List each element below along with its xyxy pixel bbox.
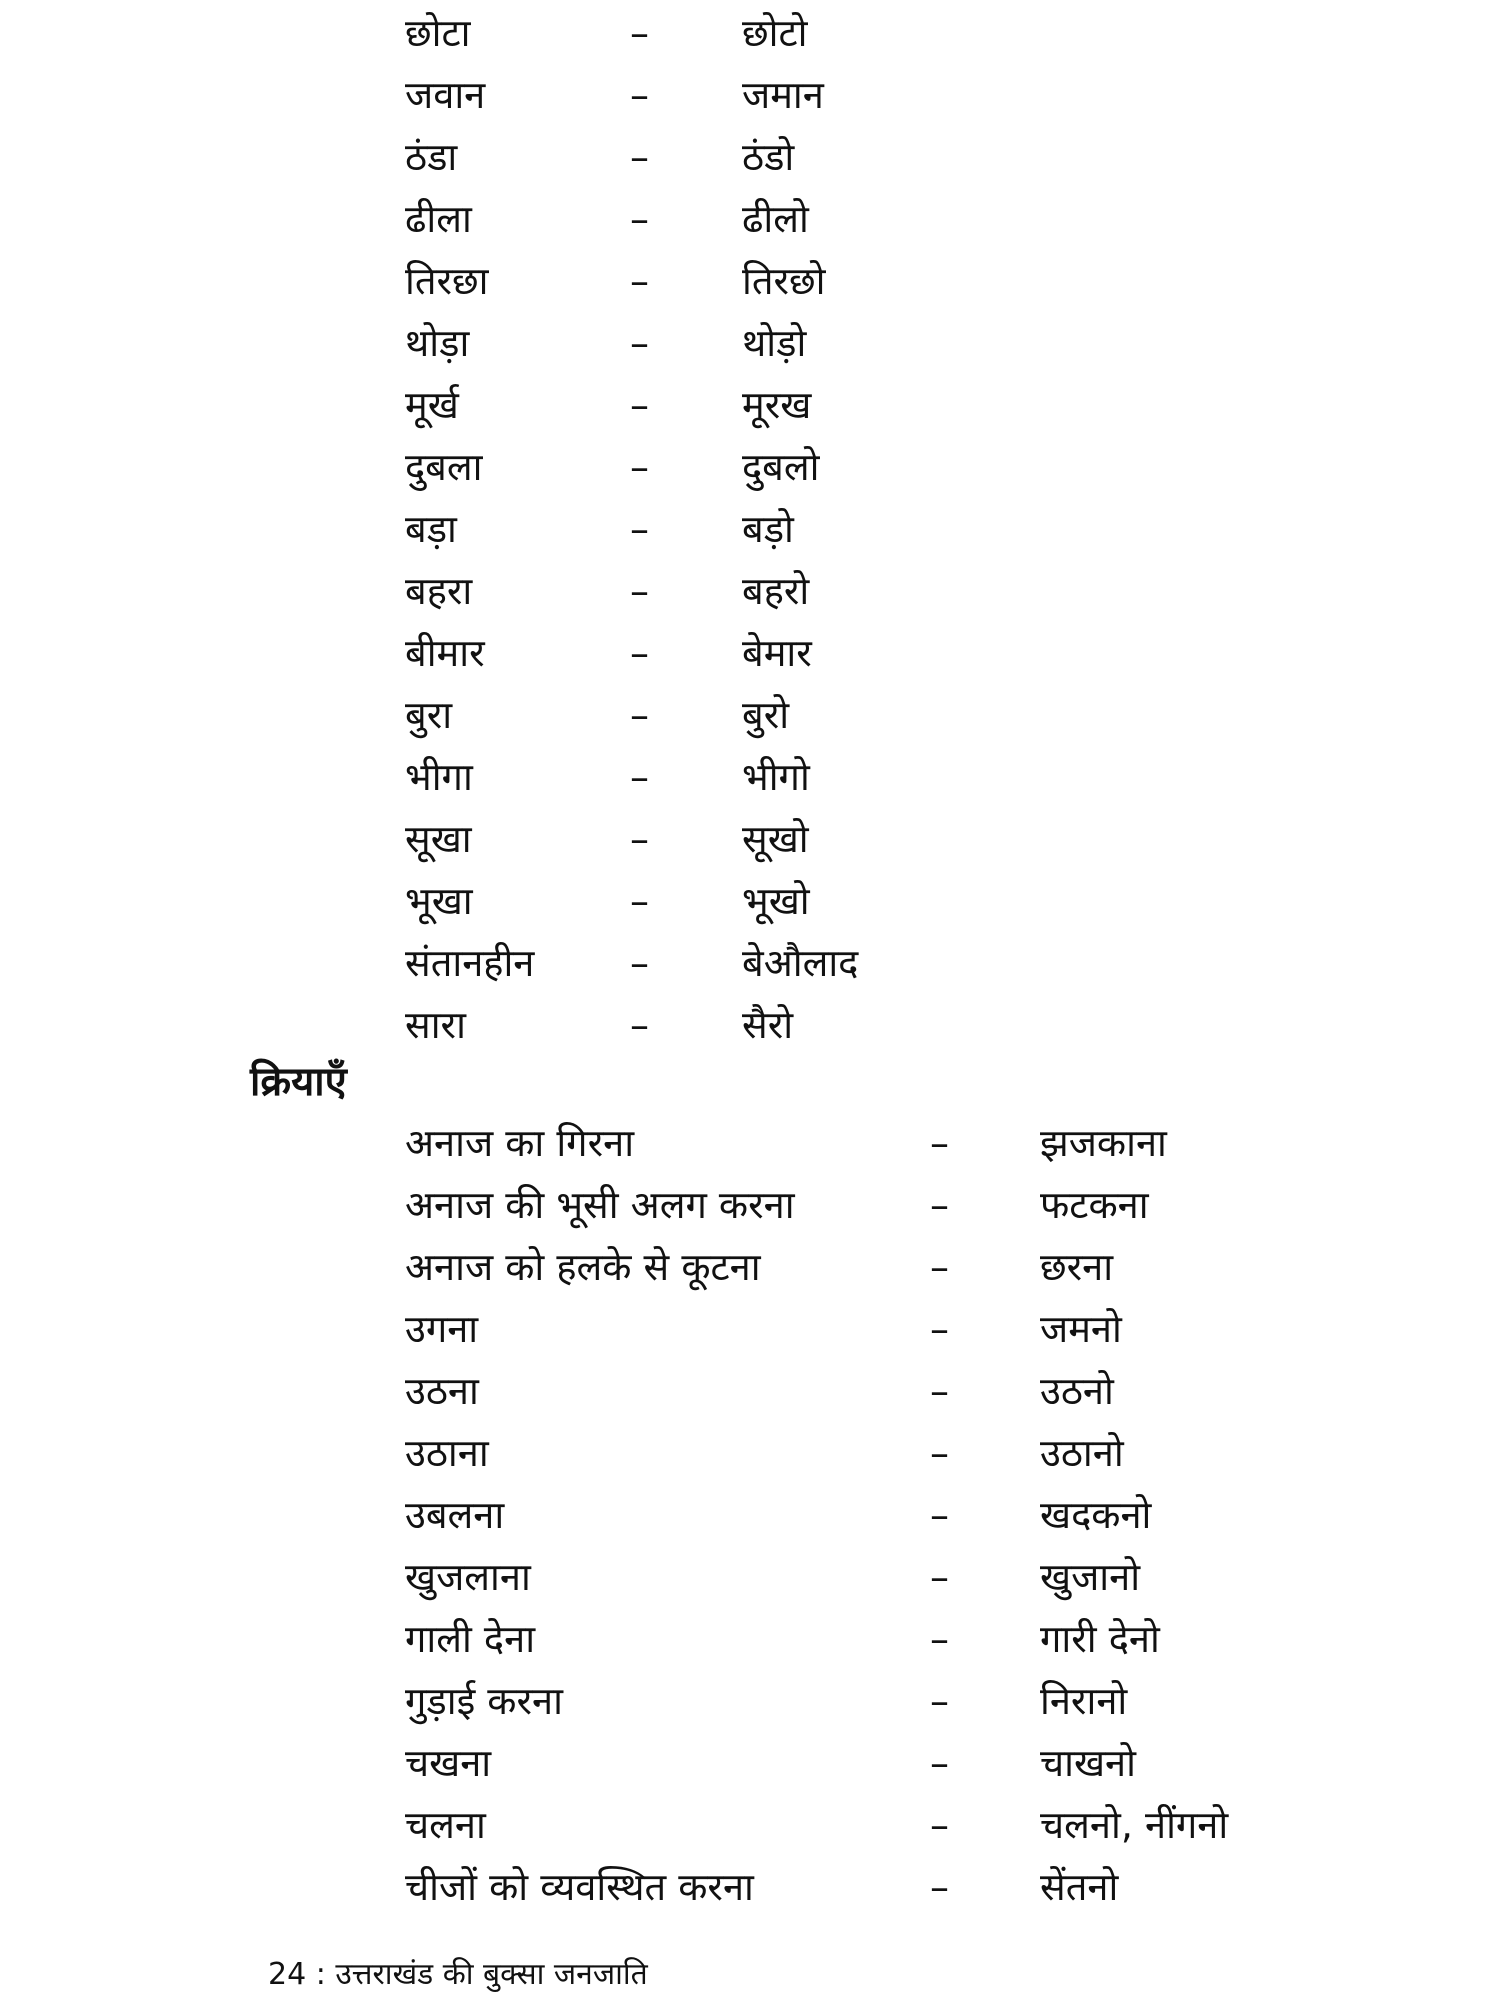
buksa-word: छोटो xyxy=(742,11,808,55)
buksa-word: सूखो xyxy=(742,817,809,861)
list-row xyxy=(0,126,1500,188)
separator-dash: – xyxy=(930,1245,949,1289)
hindi-word: मूर्ख xyxy=(405,383,459,427)
buksa-word: थोड़ो xyxy=(742,321,807,365)
buksa-word: दुबलो xyxy=(742,445,820,489)
hindi-word: थोड़ा xyxy=(405,321,470,365)
buksa-word: खुजानो xyxy=(1040,1555,1141,1599)
hindi-phrase: चखना xyxy=(405,1741,492,1785)
hindi-word: बहरा xyxy=(405,569,473,613)
hindi-phrase: उठना xyxy=(405,1369,479,1413)
list-row xyxy=(0,1174,1500,1236)
separator-dash: – xyxy=(630,259,649,303)
separator-dash: – xyxy=(930,1431,949,1475)
hindi-phrase: चीजों को व्यवस्थित करना xyxy=(405,1865,754,1909)
hindi-phrase: खुजलाना xyxy=(405,1555,531,1599)
hindi-word: बीमार xyxy=(405,631,485,675)
page-footer: 24 : उत्तराखंड की बुक्सा जनजाति xyxy=(268,1957,648,1992)
separator-dash: – xyxy=(630,507,649,551)
hindi-word: सारा xyxy=(405,1003,466,1047)
list-row xyxy=(0,250,1500,312)
hindi-phrase: गाली देना xyxy=(405,1617,536,1661)
buksa-word: ठंडो xyxy=(742,135,795,179)
list-row xyxy=(0,622,1500,684)
buksa-word: फटकना xyxy=(1040,1183,1149,1227)
list-row xyxy=(0,1794,1500,1856)
separator-dash: – xyxy=(630,73,649,117)
hindi-phrase: अनाज को हलके से कूटना xyxy=(405,1245,761,1289)
list-row xyxy=(0,2,1500,64)
list-row xyxy=(0,560,1500,622)
list-row xyxy=(0,498,1500,560)
separator-dash: – xyxy=(630,11,649,55)
separator-dash: – xyxy=(930,1555,949,1599)
separator-dash: – xyxy=(630,321,649,365)
separator-dash: – xyxy=(630,817,649,861)
separator-dash: – xyxy=(930,1617,949,1661)
buksa-word: सेंतनो xyxy=(1040,1865,1119,1909)
buksa-word: बेमार xyxy=(742,631,812,675)
hindi-word: तिरछा xyxy=(405,259,489,303)
section-heading-verbs: क्रियाएँ xyxy=(250,1059,347,1105)
hindi-phrase: उठाना xyxy=(405,1431,489,1475)
list-row xyxy=(0,1856,1500,1918)
hindi-word: भीगा xyxy=(405,755,473,799)
buksa-word: बहरो xyxy=(742,569,810,613)
buksa-word: चाखनो xyxy=(1040,1741,1136,1785)
list-row xyxy=(0,1732,1500,1794)
list-row xyxy=(0,436,1500,498)
hindi-phrase: अनाज का गिरना xyxy=(405,1121,635,1165)
buksa-word: बेऔलाद xyxy=(742,941,859,985)
buksa-word: बुरो xyxy=(742,693,790,737)
hindi-word: भूखा xyxy=(405,879,473,923)
separator-dash: – xyxy=(630,135,649,179)
separator-dash: – xyxy=(630,631,649,675)
buksa-word: खदकनो xyxy=(1040,1493,1152,1537)
buksa-word: जमान xyxy=(742,73,824,117)
list-row xyxy=(0,64,1500,126)
separator-dash: – xyxy=(930,1493,949,1537)
separator-dash: – xyxy=(930,1121,949,1165)
separator-dash: – xyxy=(630,445,649,489)
separator-dash: – xyxy=(630,383,649,427)
list-row xyxy=(0,684,1500,746)
hindi-word: दुबला xyxy=(405,445,483,489)
hindi-phrase: अनाज की भूसी अलग करना xyxy=(405,1183,795,1227)
buksa-word: गारी देनो xyxy=(1040,1617,1160,1661)
list-row xyxy=(0,1112,1500,1174)
separator-dash: – xyxy=(630,755,649,799)
hindi-word: ठंडा xyxy=(405,135,458,179)
list-row xyxy=(0,1546,1500,1608)
buksa-word: तिरछो xyxy=(742,259,826,303)
hindi-word: जवान xyxy=(405,73,486,117)
list-row xyxy=(0,1360,1500,1422)
buksa-word: चलनो, नींगनो xyxy=(1040,1803,1229,1847)
buksa-word: उठानो xyxy=(1040,1431,1124,1475)
hindi-word: संतानहीन xyxy=(405,941,535,985)
separator-dash: – xyxy=(930,1741,949,1785)
separator-dash: – xyxy=(930,1369,949,1413)
list-row xyxy=(0,808,1500,870)
hindi-word: सूखा xyxy=(405,817,472,861)
buksa-word: जमनो xyxy=(1040,1307,1122,1351)
buksa-word: सैरो xyxy=(742,1003,794,1047)
separator-dash: – xyxy=(630,693,649,737)
buksa-word: बड़ो xyxy=(742,507,794,551)
separator-dash: – xyxy=(930,1865,949,1909)
separator-dash: – xyxy=(630,569,649,613)
separator-dash: – xyxy=(930,1803,949,1847)
buksa-word: उठनो xyxy=(1040,1369,1114,1413)
list-row xyxy=(0,1670,1500,1732)
separator-dash: – xyxy=(930,1183,949,1227)
separator-dash: – xyxy=(930,1307,949,1351)
hindi-phrase: चलना xyxy=(405,1803,486,1847)
buksa-word: झजकाना xyxy=(1040,1121,1167,1165)
list-row xyxy=(0,1484,1500,1546)
hindi-word: बड़ा xyxy=(405,507,457,551)
hindi-word: छोटा xyxy=(405,11,471,55)
separator-dash: – xyxy=(630,1003,649,1047)
list-row xyxy=(0,1608,1500,1670)
list-row xyxy=(0,374,1500,436)
list-row xyxy=(0,994,1500,1056)
list-row xyxy=(0,932,1500,994)
buksa-word: भीगो xyxy=(742,755,810,799)
buksa-word: भूखो xyxy=(742,879,810,923)
hindi-word: बुरा xyxy=(405,693,453,737)
separator-dash: – xyxy=(630,197,649,241)
hindi-word: ढीला xyxy=(405,197,472,241)
separator-dash: – xyxy=(630,941,649,985)
list-row xyxy=(0,1236,1500,1298)
buksa-word: निरानो xyxy=(1040,1679,1128,1723)
buksa-word: मूरख xyxy=(742,383,812,427)
separator-dash: – xyxy=(630,879,649,923)
list-row xyxy=(0,1422,1500,1484)
hindi-phrase: गुड़ाई करना xyxy=(405,1679,563,1723)
hindi-phrase: उबलना xyxy=(405,1493,505,1537)
buksa-word: ढीलो xyxy=(742,197,809,241)
list-row xyxy=(0,188,1500,250)
separator-dash: – xyxy=(930,1679,949,1723)
list-row xyxy=(0,1298,1500,1360)
buksa-word: छरना xyxy=(1040,1245,1114,1289)
list-row xyxy=(0,312,1500,374)
list-row xyxy=(0,870,1500,932)
list-row xyxy=(0,746,1500,808)
hindi-phrase: उगना xyxy=(405,1307,479,1351)
